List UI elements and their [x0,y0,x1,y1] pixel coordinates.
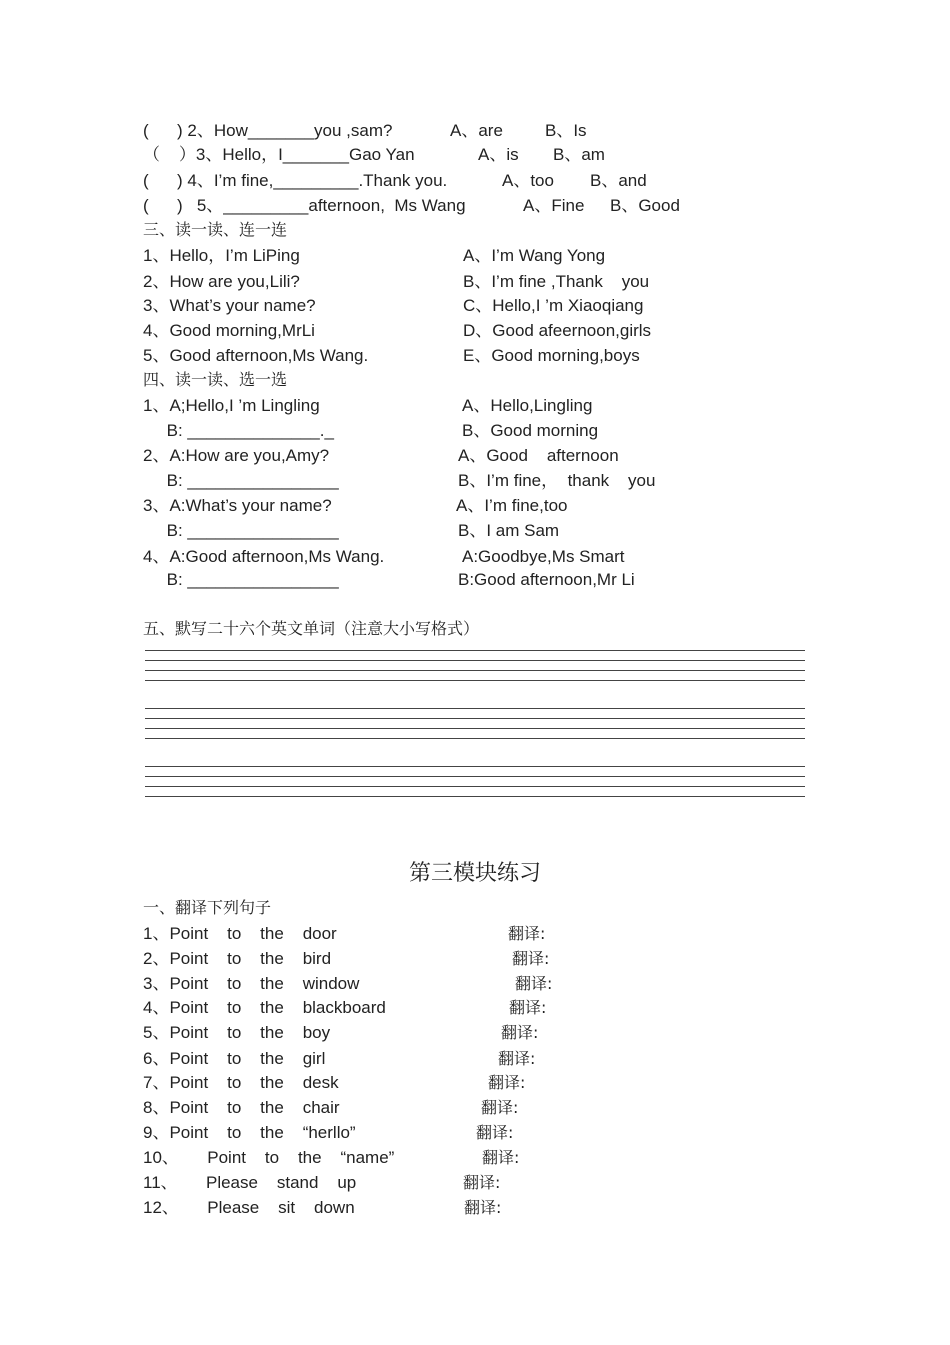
translate-label: 翻译: [509,998,547,1017]
translate-label: 翻译: [515,974,553,993]
match-left-item: 2、How are you,Lili? [143,272,300,291]
translate-sentence: 10、 Point to the “name” [143,1148,395,1167]
translate-sentence: 7、Point to the desk [143,1073,339,1092]
dialogue-option-a: A、Good afternoon [458,446,619,465]
match-left-item: 4、Good morning,MrLi [143,321,315,340]
choice-option-a: A、Fine [523,196,585,215]
writing-line [145,766,805,767]
dialogue-option-b: B、Good morning [462,421,599,440]
choice-option-a: A、is [478,145,519,164]
module-title: 第三模块练习 [408,861,541,886]
choice-question-5: ( ) 5、_________afternoon, Ms Wang [143,196,466,215]
writing-line [145,680,805,681]
section4-heading: 四、读一读、选一选 [143,370,288,389]
choice-option-b: B、am [553,145,605,164]
dialogue-answer-blank: B: ______________._ [143,421,334,440]
translate-sentence: 1、Point to the door [143,924,337,943]
translate-sentence: 2、Point to the bird [143,949,332,968]
choice-question-2: ( ) 2、How_______you ,sam? [143,121,393,140]
choice-option-b: B、Good [610,196,680,215]
dialogue-option-b: B、I’m fine， thank you [458,471,656,490]
translate-sentence: 12、 Please sit down [143,1198,355,1217]
translate-label: 翻译: [512,949,550,968]
translate-label: 翻译: [476,1123,514,1142]
translate-label: 翻译: [482,1148,520,1167]
dialogue-question: 2、A:How are you,Amy? [143,446,330,465]
dialogue-option-a: A:Goodbye,Ms Smart [462,547,625,566]
choice-option-b: B、and [590,171,647,190]
writing-line [145,776,805,777]
match-right-item: E、Good morning,boys [463,346,640,365]
dialogue-answer-blank: B: ________________ [143,570,339,589]
dialogue-option-b: B、I am Sam [458,521,560,540]
writing-line [145,738,805,739]
section3-heading: 三、读一读、连一连 [143,220,288,239]
translate-sentence: 11、 Please stand up [143,1173,357,1192]
writing-line [145,718,805,719]
writing-line [145,660,805,661]
writing-line [145,650,805,651]
translate-sentence: 3、Point to the window [143,974,360,993]
translate-sentence: 9、Point to the “herllo” [143,1123,356,1142]
dialogue-option-a: A、I’m fine,too [456,496,568,515]
match-left-item: 1、Hello，I’m LiPing [143,246,300,265]
translate-label: 翻译: [464,1198,502,1217]
translate-sentence: 6、Point to the girl [143,1049,326,1068]
dialogue-answer-blank: B: ________________ [143,471,339,490]
section5-heading: 五、默写二十六个英文单词（注意大小写格式） [143,619,480,638]
translate-label: 翻译: [488,1073,526,1092]
match-right-item: C、Hello,I ’m Xiaoqiang [463,296,644,315]
choice-question-4: ( ) 4、I’m fine,_________.Thank you. [143,171,448,190]
writing-line [145,708,805,709]
translate-sentence: 5、Point to the boy [143,1023,331,1042]
writing-line [145,796,805,797]
match-left-item: 3、What’s your name? [143,296,316,315]
translate-label: 翻译: [501,1023,539,1042]
match-right-item: B、I’m fine ,Thank you [463,272,650,291]
translate-label: 翻译: [508,924,546,943]
writing-line [145,786,805,787]
dialogue-option-b: B:Good afternoon,Mr Li [458,570,635,589]
match-right-item: A、I’m Wang Yong [463,246,606,265]
writing-line [145,728,805,729]
dialogue-question: 3、A:What’s your name? [143,496,332,515]
translate-sentence: 8、Point to the chair [143,1098,340,1117]
match-right-item: D、Good afeernoon,girls [463,321,652,340]
translate-label: 翻译: [463,1173,501,1192]
dialogue-question: 1、A;Hello,I ’m Lingling [143,396,320,415]
translate-label: 翻译: [481,1098,519,1117]
choice-option-b: B、Is [545,121,587,140]
choice-question-3: （ ）3、Hello，I_______Gao Yan [143,145,415,164]
translate-sentence: 4、Point to the blackboard [143,998,386,1017]
choice-option-a: A、are [450,121,503,140]
section1-heading: 一、翻译下列句子 [143,898,272,917]
writing-line [145,670,805,671]
dialogue-answer-blank: B: ________________ [143,521,339,540]
match-left-item: 5、Good afternoon,Ms Wang. [143,346,369,365]
translate-label: 翻译: [498,1049,536,1068]
dialogue-option-a: A、Hello,Lingling [462,396,593,415]
dialogue-question: 4、A:Good afternoon,Ms Wang. [143,547,385,566]
choice-option-a: A、too [502,171,554,190]
